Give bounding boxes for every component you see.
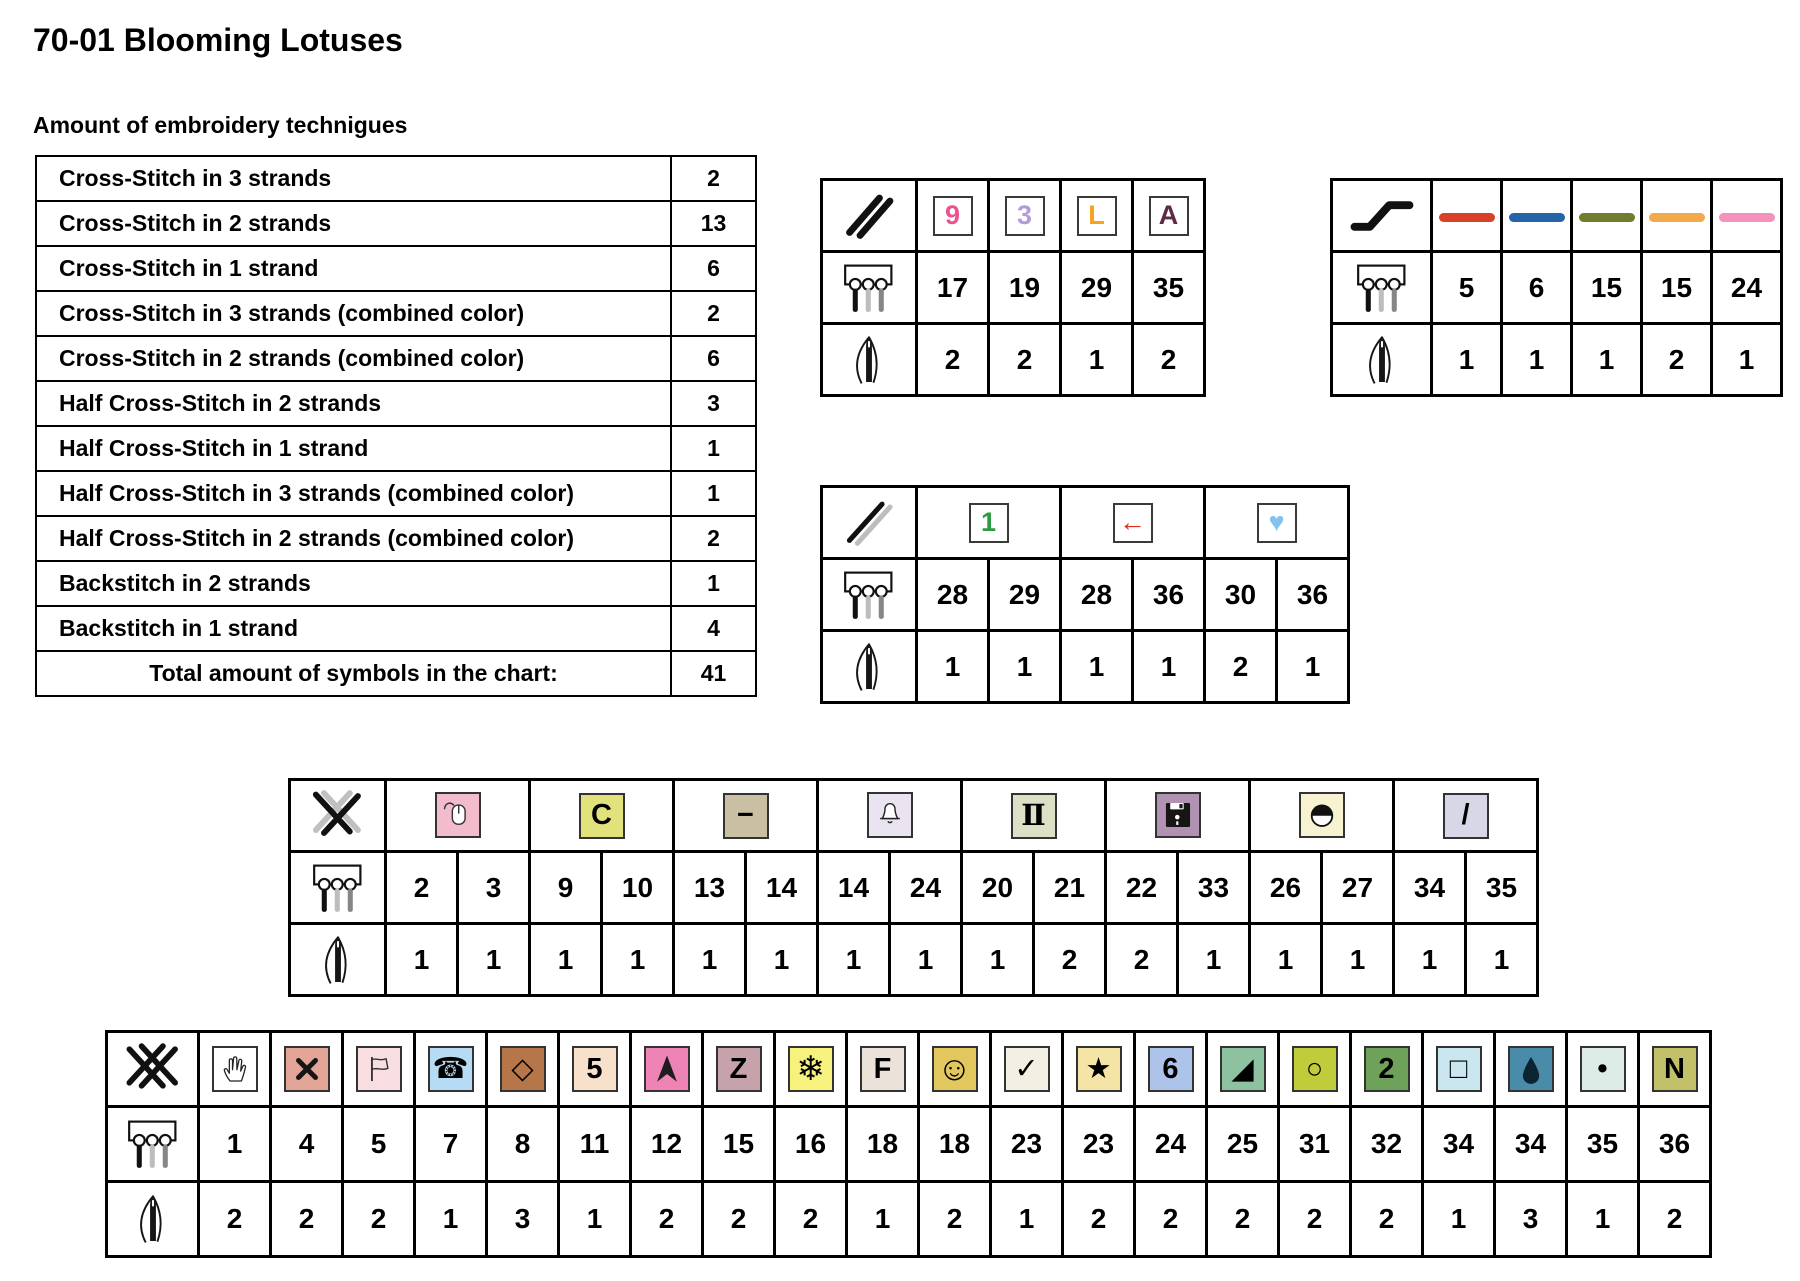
symbol-cell <box>415 1032 487 1107</box>
needle-header-cell <box>822 631 917 703</box>
needle-value: 1 <box>1322 924 1394 996</box>
slash-symbol: / <box>1443 793 1489 839</box>
amber-line-symbol <box>1649 213 1705 222</box>
cross-stitch-combined-icon <box>307 787 369 845</box>
needle-value: 1 <box>1432 324 1502 396</box>
needle-value: 2 <box>1205 631 1277 703</box>
technique-count: 2 <box>671 156 756 201</box>
technique-cell <box>1332 180 1432 252</box>
symbol-row <box>290 780 1538 852</box>
needle-value: 2 <box>1106 924 1178 996</box>
needle-value: 2 <box>1639 1182 1711 1257</box>
technique-label: Backstitch in 1 strand <box>36 606 671 651</box>
symbol-cell <box>631 1032 703 1107</box>
symbol-cell <box>775 1032 847 1107</box>
page-title: 70-01 Blooming Lotuses <box>33 22 403 58</box>
digit-3-symbol: 3 <box>1005 196 1045 236</box>
needle-value: 1 <box>1178 924 1250 996</box>
strands-count-icon <box>124 1118 182 1170</box>
strands-value: 28 <box>917 559 989 631</box>
technique-label: Cross-Stitch in 3 strands <box>36 156 671 201</box>
needle-value: 1 <box>1466 924 1538 996</box>
table-row <box>36 291 756 336</box>
needle-value: 2 <box>631 1182 703 1257</box>
needle-count-icon <box>316 931 360 989</box>
strands-value: 36 <box>1133 559 1205 631</box>
strands-value: 27 <box>1322 852 1394 924</box>
strands-value: 36 <box>1639 1107 1711 1182</box>
needle-value: 1 <box>1061 631 1133 703</box>
floppy-icon <box>1161 798 1195 832</box>
needle-value: 2 <box>919 1182 991 1257</box>
needle-value: 1 <box>989 631 1061 703</box>
strands-value: 2 <box>386 852 458 924</box>
needle-value: 1 <box>458 924 530 996</box>
strands-value: 34 <box>1495 1107 1567 1182</box>
strands-row <box>822 559 1349 631</box>
table-row <box>36 246 756 291</box>
droplet-symbol <box>1508 1046 1554 1092</box>
needle-value: 2 <box>1642 324 1712 396</box>
needle-value: 1 <box>890 924 962 996</box>
strands-value: 4 <box>271 1107 343 1182</box>
circle-symbol: ○ <box>1292 1046 1338 1092</box>
total-row <box>36 651 756 696</box>
smiley-symbol: ☺ <box>932 1046 978 1092</box>
symbol-cell <box>991 1032 1063 1107</box>
needle-count-icon <box>847 331 891 389</box>
symbol-cell <box>1351 1032 1423 1107</box>
strands-value: 24 <box>1135 1107 1207 1182</box>
table-row <box>36 381 756 426</box>
symbol-cell <box>386 780 530 852</box>
digit-5-symbol: 5 <box>572 1046 618 1092</box>
needle-value: 1 <box>1277 631 1349 703</box>
backstitch-symbols-table <box>820 178 1206 397</box>
strands-value: 3 <box>458 852 530 924</box>
letter-z-symbol: Z <box>716 1046 762 1092</box>
backstitch-line-icon <box>1347 190 1417 242</box>
strands-value: 18 <box>847 1107 919 1182</box>
droplet-icon <box>1514 1052 1548 1086</box>
symbol-cell <box>818 780 962 852</box>
section-subtitle: Amount of embroidery technigues <box>33 112 408 138</box>
technique-cell <box>822 180 917 252</box>
table-row <box>36 561 756 606</box>
star-symbol: ★ <box>1076 1046 1122 1092</box>
telephone-symbol: ☎ <box>428 1046 474 1092</box>
symbol-cell <box>917 487 1061 559</box>
symbol-cell <box>1063 1032 1135 1107</box>
floppy-disk-symbol <box>1155 792 1201 838</box>
needle-value: 1 <box>991 1182 1063 1257</box>
strands-value: 18 <box>919 1107 991 1182</box>
symbol-cell <box>559 1032 631 1107</box>
digit-6-symbol: 6 <box>1148 1046 1194 1092</box>
strands-count-icon <box>1353 262 1411 314</box>
digit-2-symbol: 2 <box>1364 1046 1410 1092</box>
symbol-cell <box>1712 180 1782 252</box>
symbol-cell <box>530 780 674 852</box>
cross-stitch-table <box>105 1030 1712 1258</box>
strands-value: 33 <box>1178 852 1250 924</box>
strands-value: 34 <box>1423 1107 1495 1182</box>
strands-value: 35 <box>1567 1107 1639 1182</box>
needle-value: 2 <box>343 1182 415 1257</box>
needle-value: 1 <box>1712 324 1782 396</box>
technique-count: 3 <box>671 381 756 426</box>
olive-line-symbol <box>1579 213 1635 222</box>
technique-count: 2 <box>671 291 756 336</box>
needle-value: 2 <box>1063 1182 1135 1257</box>
symbol-row <box>822 487 1349 559</box>
table-row <box>36 156 756 201</box>
needle-value: 1 <box>602 924 674 996</box>
mouse-symbol <box>435 792 481 838</box>
letter-f-symbol: F <box>860 1046 906 1092</box>
symbol-cell <box>1639 1032 1711 1107</box>
symbol-cell <box>343 1032 415 1107</box>
symbol-cell <box>1432 180 1502 252</box>
strands-value: 14 <box>746 852 818 924</box>
table-row <box>36 426 756 471</box>
symbol-cell <box>674 780 818 852</box>
symbol-cell <box>919 1032 991 1107</box>
needle-value: 2 <box>199 1182 271 1257</box>
technique-label: Half Cross-Stitch in 3 strands (combined color) <box>36 471 671 516</box>
table-row <box>36 336 756 381</box>
needle-value: 2 <box>1034 924 1106 996</box>
strands-value: 13 <box>674 852 746 924</box>
needle-value: 2 <box>1351 1182 1423 1257</box>
strands-value: 23 <box>1063 1107 1135 1182</box>
x-symbol <box>284 1046 330 1092</box>
needle-value: 1 <box>1423 1182 1495 1257</box>
total-count: 41 <box>671 651 756 696</box>
minus-symbol: − <box>723 793 769 839</box>
cross-combined-table <box>288 778 1539 997</box>
needle-value: 1 <box>746 924 818 996</box>
needle-value: 1 <box>1133 631 1205 703</box>
needle-row <box>1332 324 1782 396</box>
needle-row <box>822 324 1205 396</box>
strands-value: 14 <box>818 852 890 924</box>
strands-value: 30 <box>1205 559 1277 631</box>
needle-value: 1 <box>1572 324 1642 396</box>
technique-label: Cross-Stitch in 2 strands (combined color) <box>36 336 671 381</box>
strands-value: 17 <box>917 252 989 324</box>
nav-arrow-icon <box>650 1052 684 1086</box>
strands-value: 25 <box>1207 1107 1279 1182</box>
blue-line-symbol <box>1509 213 1565 222</box>
diamond-symbol: ◇ <box>500 1046 546 1092</box>
needle-value: 1 <box>559 1182 631 1257</box>
strands-value: 29 <box>989 559 1061 631</box>
symbol-cell <box>1502 180 1572 252</box>
half-cross-combined-table <box>820 485 1350 704</box>
strands-value: 34 <box>1394 852 1466 924</box>
technique-count: 1 <box>671 426 756 471</box>
technique-cell <box>107 1032 199 1107</box>
strands-header-cell <box>107 1107 199 1182</box>
technique-label: Half Cross-Stitch in 2 strands (combined color) <box>36 516 671 561</box>
needle-row <box>107 1182 1711 1257</box>
symbol-cell <box>1061 180 1133 252</box>
symbol-cell <box>1106 780 1250 852</box>
strands-value: 15 <box>703 1107 775 1182</box>
hand-icon <box>218 1052 252 1086</box>
symbol-cell <box>199 1032 271 1107</box>
needle-value: 1 <box>962 924 1034 996</box>
strands-header-cell <box>1332 252 1432 324</box>
half-circle-symbol <box>1299 792 1345 838</box>
technique-label: Cross-Stitch in 3 strands (combined color) <box>36 291 671 336</box>
strands-value: 21 <box>1034 852 1106 924</box>
strands-value: 9 <box>530 852 602 924</box>
strands-value: 15 <box>1572 252 1642 324</box>
strands-value: 26 <box>1250 852 1322 924</box>
red-line-symbol <box>1439 213 1495 222</box>
half-circle-icon <box>1305 798 1339 832</box>
needle-value: 2 <box>271 1182 343 1257</box>
needle-value: 1 <box>818 924 890 996</box>
techniques-table <box>35 155 757 697</box>
technique-cell <box>290 780 386 852</box>
mouse-icon <box>441 798 475 832</box>
strands-value: 36 <box>1277 559 1349 631</box>
total-label: Total amount of symbols in the chart: <box>36 651 671 696</box>
needle-value: 1 <box>1394 924 1466 996</box>
needle-value: 1 <box>674 924 746 996</box>
needle-value: 1 <box>1567 1182 1639 1257</box>
hand-symbol <box>212 1046 258 1092</box>
strands-value: 28 <box>1061 559 1133 631</box>
symbol-cell <box>1135 1032 1207 1107</box>
letter-n-symbol: N <box>1652 1046 1698 1092</box>
needle-value: 1 <box>847 1182 919 1257</box>
technique-label: Half Cross-Stitch in 1 strand <box>36 426 671 471</box>
digit-9-symbol: 9 <box>933 196 973 236</box>
needle-value: 3 <box>487 1182 559 1257</box>
table-row <box>36 516 756 561</box>
symbol-cell <box>1061 487 1205 559</box>
arrow-cursor-symbol <box>644 1046 690 1092</box>
symbol-cell <box>962 780 1106 852</box>
symbol-cell <box>1495 1032 1567 1107</box>
bell-symbol <box>867 792 913 838</box>
strands-value: 24 <box>1712 252 1782 324</box>
strands-value: 10 <box>602 852 674 924</box>
strands-header-cell <box>290 852 386 924</box>
needle-header-cell <box>822 324 917 396</box>
strands-row <box>1332 252 1782 324</box>
snowflake-symbol: ❄ <box>788 1046 834 1092</box>
symbol-cell <box>1567 1032 1639 1107</box>
symbol-cell <box>1279 1032 1351 1107</box>
strands-value: 31 <box>1279 1107 1351 1182</box>
technique-label: Backstitch in 2 strands <box>36 561 671 606</box>
needle-count-icon <box>131 1190 175 1248</box>
strands-value: 15 <box>1642 252 1712 324</box>
symbol-row <box>822 180 1205 252</box>
square-symbol: □ <box>1436 1046 1482 1092</box>
strands-value: 32 <box>1351 1107 1423 1182</box>
strands-value: 35 <box>1133 252 1205 324</box>
symbol-cell <box>1133 180 1205 252</box>
heart-symbol: ♥ <box>1257 503 1297 543</box>
needle-value: 1 <box>1250 924 1322 996</box>
strands-count-icon <box>309 862 367 914</box>
technique-count: 2 <box>671 516 756 561</box>
strands-value: 11 <box>559 1107 631 1182</box>
strands-value: 6 <box>1502 252 1572 324</box>
needle-value: 2 <box>1207 1182 1279 1257</box>
strands-value: 1 <box>199 1107 271 1182</box>
needle-count-icon <box>847 638 891 696</box>
table-row <box>36 201 756 246</box>
flag-icon <box>362 1052 396 1086</box>
technique-count: 4 <box>671 606 756 651</box>
symbol-cell <box>487 1032 559 1107</box>
half-cross-stitch-combined-icon <box>840 496 898 550</box>
cross-stitch-icon <box>121 1039 185 1099</box>
needle-row <box>290 924 1538 996</box>
letter-c-symbol: C <box>579 793 625 839</box>
technique-label: Cross-Stitch in 2 strands <box>36 201 671 246</box>
symbol-cell <box>1250 780 1394 852</box>
symbol-cell <box>1394 780 1538 852</box>
technique-count: 1 <box>671 561 756 606</box>
strands-value: 5 <box>343 1107 415 1182</box>
technique-count: 6 <box>671 246 756 291</box>
needle-value: 1 <box>1502 324 1572 396</box>
needle-value: 2 <box>989 324 1061 396</box>
needle-value: 2 <box>1133 324 1205 396</box>
strands-value: 35 <box>1466 852 1538 924</box>
left-arrow-symbol: ← <box>1113 503 1153 543</box>
strands-value: 24 <box>890 852 962 924</box>
strands-count-icon <box>840 569 898 621</box>
needle-value: 1 <box>415 1182 487 1257</box>
bell-icon <box>873 798 907 832</box>
needle-header-cell <box>290 924 386 996</box>
needle-value: 1 <box>917 631 989 703</box>
symbol-row <box>1332 180 1782 252</box>
checkmark-symbol: ✓ <box>1004 1046 1050 1092</box>
symbol-cell <box>1572 180 1642 252</box>
needle-row <box>822 631 1349 703</box>
letter-a-symbol: A <box>1149 196 1189 236</box>
backstitch-icon <box>839 189 899 243</box>
needle-header-cell <box>107 1182 199 1257</box>
symbol-row <box>107 1032 1711 1107</box>
roman-two-symbol: Ⅱ <box>1011 793 1057 839</box>
table-row <box>36 606 756 651</box>
symbol-cell <box>989 180 1061 252</box>
backstitch-lines-table <box>1330 178 1783 397</box>
letter-l-symbol: L <box>1077 196 1117 236</box>
needle-value: 1 <box>530 924 602 996</box>
symbol-cell <box>271 1032 343 1107</box>
symbol-cell <box>1205 487 1349 559</box>
technique-label: Half Cross-Stitch in 2 strands <box>36 381 671 426</box>
needle-value: 2 <box>917 324 989 396</box>
symbol-cell <box>1207 1032 1279 1107</box>
strands-value: 29 <box>1061 252 1133 324</box>
strands-header-cell <box>822 559 917 631</box>
technique-label: Cross-Stitch in 1 strand <box>36 246 671 291</box>
needle-value: 2 <box>1279 1182 1351 1257</box>
technique-count: 6 <box>671 336 756 381</box>
digit-1-symbol: 1 <box>969 503 1009 543</box>
needle-count-icon <box>1360 331 1404 389</box>
strands-value: 22 <box>1106 852 1178 924</box>
symbol-cell <box>847 1032 919 1107</box>
table-row <box>36 471 756 516</box>
strands-value: 20 <box>962 852 1034 924</box>
technique-cell <box>822 487 917 559</box>
needle-value: 3 <box>1495 1182 1567 1257</box>
strands-value: 23 <box>991 1107 1063 1182</box>
needle-header-cell <box>1332 324 1432 396</box>
strands-value: 19 <box>989 252 1061 324</box>
strands-row <box>290 852 1538 924</box>
strands-value: 12 <box>631 1107 703 1182</box>
strands-header-cell <box>822 252 917 324</box>
pink-line-symbol <box>1719 213 1775 222</box>
flag-symbol <box>356 1046 402 1092</box>
symbol-cell <box>703 1032 775 1107</box>
technique-count: 1 <box>671 471 756 516</box>
strands-value: 7 <box>415 1107 487 1182</box>
strands-value: 16 <box>775 1107 847 1182</box>
needle-value: 1 <box>386 924 458 996</box>
symbol-cell <box>917 180 989 252</box>
strands-row <box>107 1107 1711 1182</box>
strands-value: 5 <box>1432 252 1502 324</box>
needle-value: 1 <box>1061 324 1133 396</box>
triangle-symbol: ◢ <box>1220 1046 1266 1092</box>
needle-value: 2 <box>775 1182 847 1257</box>
needle-value: 2 <box>1135 1182 1207 1257</box>
strands-value: 8 <box>487 1107 559 1182</box>
x-mark-icon <box>290 1052 324 1086</box>
strands-count-icon <box>840 262 898 314</box>
dot-symbol: • <box>1580 1046 1626 1092</box>
needle-value: 2 <box>703 1182 775 1257</box>
technique-count: 13 <box>671 201 756 246</box>
symbol-cell <box>1642 180 1712 252</box>
symbol-cell <box>1423 1032 1495 1107</box>
strands-row <box>822 252 1205 324</box>
